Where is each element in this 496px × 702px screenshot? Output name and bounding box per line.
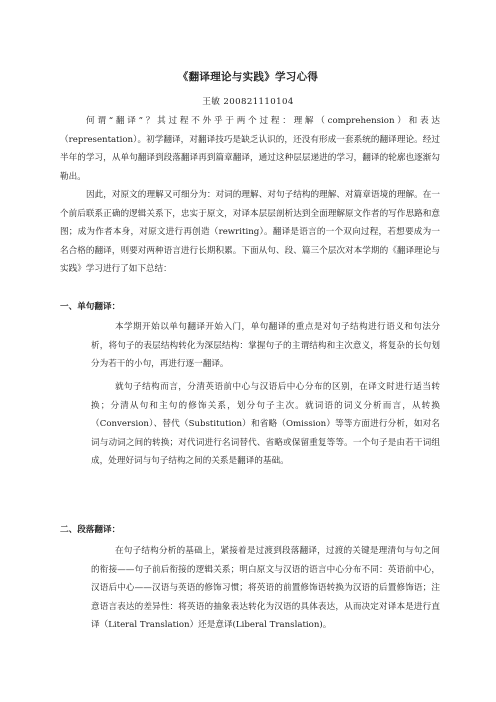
section-2-heading: 二、段落翻译： <box>60 525 121 535</box>
section-1-heading: 一、单句翻译： <box>60 302 121 312</box>
section-1-paragraph-1: 本学期开始以单句翻译开始入门，单句翻译的重点是对句子结构进行语义和句法分析，将句子的表层结构转化为深层结构：掌握句子的主谓结构和主次意义，将复杂的长句划分为若干的小句，再进行逐一翻译。 <box>91 322 440 369</box>
intro-paragraph-2: 因此，对原文的理解又可细分为：对词的理解、对句子结构的理解、对篇章语境的理解。在一个前后联系正确的逻辑关系下，忠实于原文，对译本层层剖析达到全面理解原文作者的写作思路和意图；成为作者本身，对原文进行再创造（rewriting）。翻译是语言的一个双向过程，若想要成为一名合格的翻译，则要对两种语言进行长期积累。下面从句、段、篇三个层次对本学期的《翻译理论与实践》学习进行了如下总结： <box>60 190 440 274</box>
intro-paragraph-1: 何谓“翻译”？其过程不外乎于两个过程：理解（comprehension）和表达（representation）。初学翻译，对翻译技巧是缺乏认识的，还没有形成一套系统的翻译理论。经过半年的学习，从单句翻译到段落翻译再到篇章翻译，通过这种层层递进的学习，翻译的轮廓也逐渐勾勒出。 <box>60 116 440 182</box>
section-2-paragraph-1: 在句子结构分析的基础上，紧接着是过渡到段落翻译，过渡的关键是理清句与句之间的衔接——句子前后衔接的逻辑关系；明白原文与汉语的语言中心分布不同：英语前中心，汉语后中心——汉语与英语的修饰习惯；将英语的前置修饰语转换为汉语的后置修饰语；注意语言表达的差异性：将英语的抽象表达转化为汉语的具体表达，从而决定对译本是进行直译（Literal Translation）还是意译(Liberal Translation)。 <box>91 546 440 630</box>
section-1-paragraph-2: 就句子结构而言，分清英语前中心与汉语后中心分布的区别，在译文时进行适当转换；分清从句和主句的修饰关系，划分句子主次。就词语的词义分析而言，从转换（Conversion）、替代（Substitution）和省略（Omission）等等方面进行分析，如对名词与动词之间的转换；对代词进行名词替代、省略或保留重复等等。一个句子是由若干词组成，处理好词与句子结构之间的关系是翻译的基础。 <box>91 382 440 466</box>
author-line: 王敏 200821110104 <box>202 97 294 107</box>
document-title: 《翻译理论与实践》学习心得 <box>177 71 319 83</box>
